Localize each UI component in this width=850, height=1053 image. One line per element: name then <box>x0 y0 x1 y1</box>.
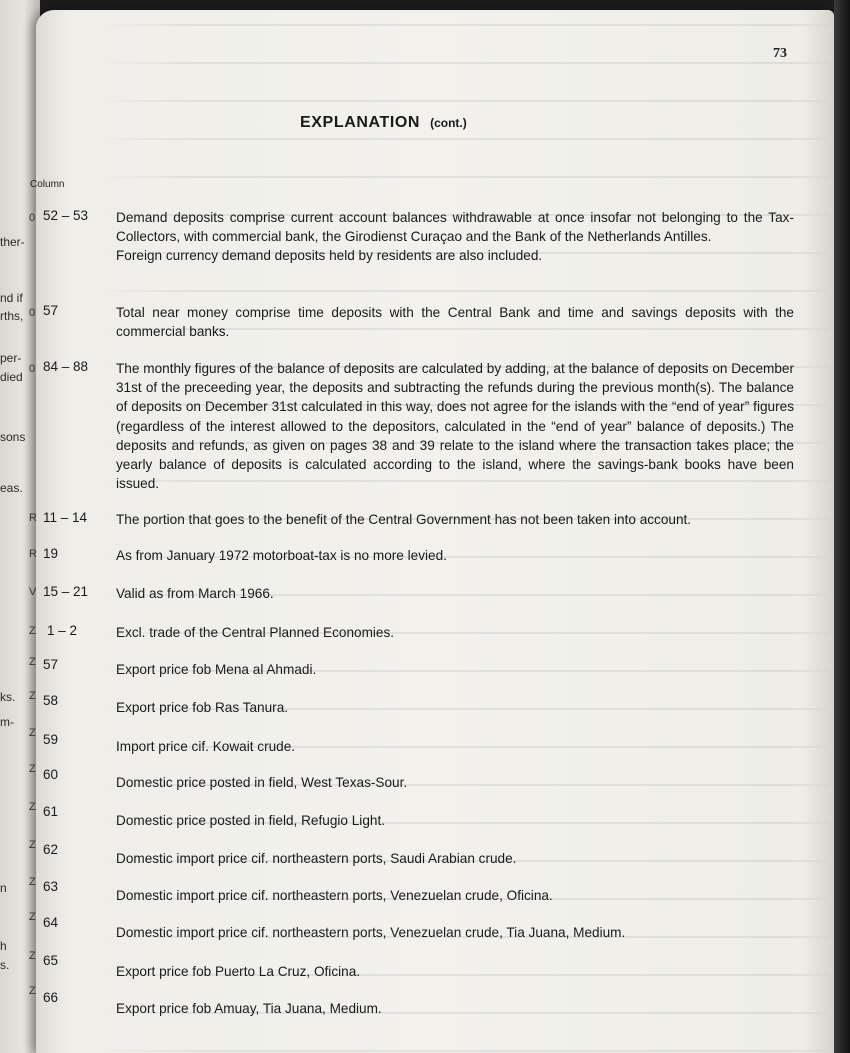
description-paragraph: Export price fob Mena al Ahmadi. <box>116 662 317 677</box>
column-reference: 60 <box>43 767 59 782</box>
page-number: 73 <box>773 46 787 61</box>
description-paragraph: Import price cif. Kowait crude. <box>116 739 296 754</box>
table-marker: Z <box>29 727 36 739</box>
table-marker: 0 <box>29 307 36 319</box>
column-reference: 52 – 53 <box>43 208 89 223</box>
table-marker: Z <box>29 839 36 851</box>
left-page-fragment: died <box>0 370 23 384</box>
entry-description <box>116 510 794 529</box>
column-reference: 58 <box>43 693 59 708</box>
left-page-fragment: h <box>0 939 7 953</box>
description-paragraph: Total near money comprise time deposits with the Central Bank and time and savings deposits with the commercial banks. <box>116 305 794 340</box>
table-marker: Z <box>29 690 36 702</box>
column-reference: 61 <box>43 804 59 819</box>
entry-description <box>116 584 794 603</box>
description-paragraph: Valid as from March 1966. <box>116 586 274 601</box>
description-paragraph: Demand deposits comprise current account balances withdrawable at once insofar not belonging to the Tax- Collectors, with commercial bank, the Girodienst Curaçao and the Bank of the Netherlands Antilles. <box>116 210 794 245</box>
column-header: Column <box>30 179 65 190</box>
column-reference: 63 <box>43 879 59 894</box>
left-page-fragment: ks. <box>0 690 16 704</box>
entry-description <box>116 962 794 981</box>
description-paragraph: The monthly figures of the balance of deposits are calculated by adding, at the balance of deposits on December 31st of the preceeding year, the deposits and subtracting the refunds during the previous month(s). The balance of deposits on December 31st calculated in this way, does not agree for the islands with the “end of year” figures (regardless of the interest allowed to the depositors, calculated in the “end of year” balance of deposits.) The deposits and refunds, as given on pages 38 and 39 relate to the island where the transaction takes place; the yearly balance of deposits is calculated according to the island, where the savings-bank books have been issued. <box>116 361 794 492</box>
entry-description <box>116 623 794 642</box>
entry-description <box>116 208 794 266</box>
description-paragraph: Export price fob Amuay, Tia Juana, Medium. <box>116 1001 382 1016</box>
left-page-fragment: per- <box>0 351 22 365</box>
description-paragraph: Domestic import price cif. northeastern ports, Saudi Arabian crude. <box>116 851 517 866</box>
table-marker: Z <box>29 876 36 888</box>
entry-description <box>116 698 794 717</box>
description-paragraph: Export price fob Ras Tanura. <box>116 700 289 715</box>
table-marker: 0 <box>29 363 36 375</box>
description-paragraph: Excl. trade of the Central Planned Economies. <box>116 625 395 640</box>
description-paragraph: Foreign currency demand deposits held by residents are also included. <box>116 248 543 264</box>
column-reference: 57 <box>43 303 59 318</box>
left-page-fragment: sons <box>0 430 26 444</box>
table-marker: Z <box>29 985 36 997</box>
description-paragraph: Domestic import price cif. northeastern ports, Venezuelan crude, Oficina. <box>116 888 553 903</box>
left-page-fragment: m- <box>0 715 14 729</box>
entry-description <box>116 773 794 792</box>
left-page-fragment: n <box>0 881 7 895</box>
entry-description <box>116 359 794 493</box>
column-reference: 59 <box>43 732 59 747</box>
entry-description <box>116 303 794 341</box>
title-text: EXPLANATION <box>300 114 421 131</box>
table-marker: 0 <box>29 212 36 224</box>
table-marker: Z <box>29 950 36 962</box>
column-reference: 64 <box>43 915 59 930</box>
table-marker: Z <box>29 801 36 813</box>
entry-description <box>116 546 794 565</box>
column-reference: 19 <box>43 546 59 561</box>
entry-description <box>116 849 794 868</box>
column-reference: 11 – 14 <box>43 510 88 525</box>
description-paragraph: Domestic price posted in field, West Texas-Sour. <box>116 775 408 790</box>
page-title <box>300 114 467 132</box>
table-marker: R <box>29 548 37 560</box>
previous-page-edge <box>0 0 40 1053</box>
table-marker: Z <box>29 763 36 775</box>
description-paragraph: Domestic import price cif. northeastern ports, Venezuelan crude, Tia Juana, Medium. <box>116 925 626 940</box>
table-marker: Z <box>29 656 36 668</box>
column-reference: 66 <box>43 990 59 1005</box>
table-marker: Z <box>29 911 36 923</box>
entry-description <box>116 999 794 1018</box>
title-suffix: (cont.) <box>430 116 467 130</box>
left-page-fragment: nd if <box>0 291 23 305</box>
column-reference: 84 – 88 <box>43 359 89 374</box>
table-marker: Z <box>29 625 36 637</box>
entry-description <box>116 660 794 679</box>
column-reference: 57 <box>43 657 59 672</box>
left-page-fragment: s. <box>0 958 10 972</box>
entry-description <box>116 737 794 756</box>
scan-right-edge <box>834 0 850 1053</box>
column-reference: 62 <box>43 842 59 857</box>
left-page-fragment: eas. <box>0 481 23 495</box>
description-paragraph: The portion that goes to the benefit of the Central Government has not been taken into account. <box>116 512 692 527</box>
description-paragraph: Export price fob Puerto La Cruz, Oficina. <box>116 964 361 979</box>
entry-description <box>116 811 794 830</box>
left-page-fragment: rths, <box>0 309 24 323</box>
column-reference: 1 – 2 <box>47 623 78 638</box>
description-paragraph: Domestic price posted in field, Refugio Light. <box>116 813 385 828</box>
table-marker: V <box>29 586 37 598</box>
entry-description <box>116 886 794 905</box>
left-page-fragment: ther- <box>0 235 25 249</box>
description-paragraph: As from January 1972 motorboat-tax is no more levied. <box>116 548 447 563</box>
table-marker: R <box>29 512 37 524</box>
column-reference: 65 <box>43 953 59 968</box>
column-reference: 15 – 21 <box>43 584 89 599</box>
entry-description <box>116 923 794 942</box>
